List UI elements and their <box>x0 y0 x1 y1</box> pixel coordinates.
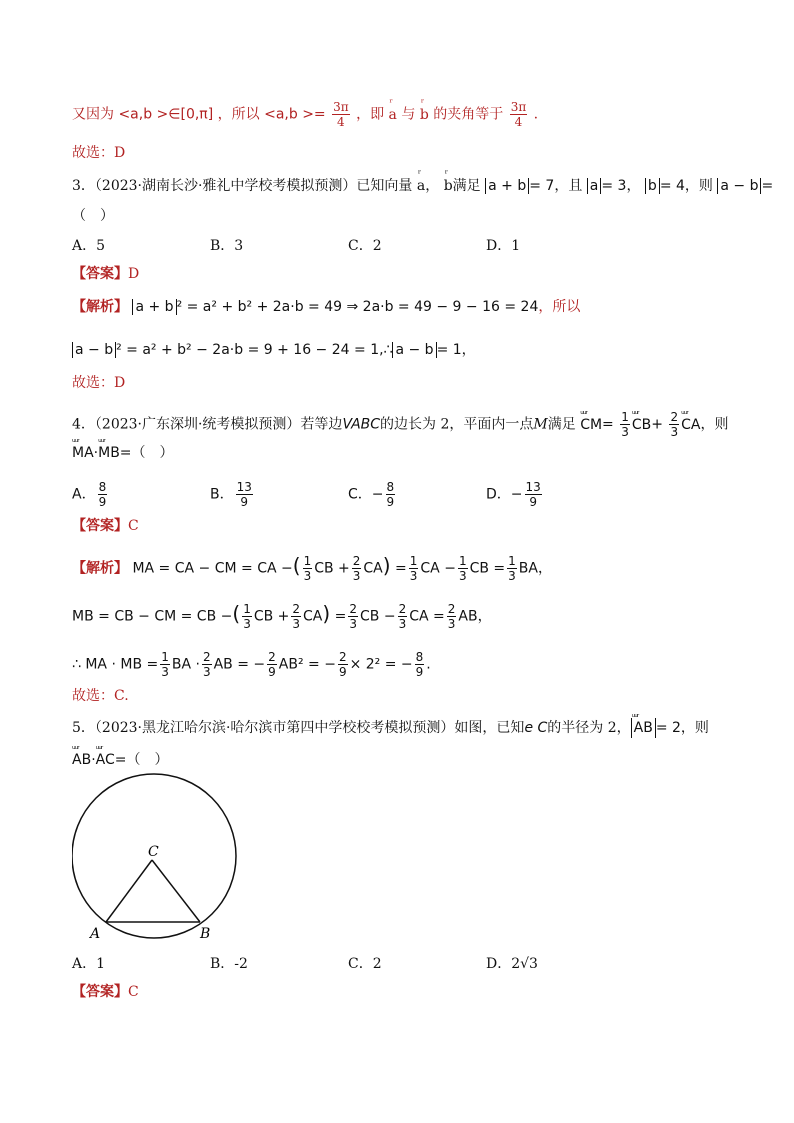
conclusion-line <box>72 100 538 129</box>
option-c: C．2 <box>348 956 382 972</box>
question-5-stem-2: ᵘᵘʳ AB·ᵘᵘʳ AC=（ ） <box>72 750 168 770</box>
vector-a: ʳ a <box>389 105 397 125</box>
text: . <box>533 106 539 123</box>
vector-b: ʳ b <box>420 105 429 125</box>
abs-b: b <box>645 178 660 194</box>
fraction: $\frac{3\pi}{4}$ <box>333 100 349 129</box>
analysis-line-3: ∴ MA · MB = $\frac{1}{3}$ BA · $\frac{2}{3}$ AB = − $\frac{2}{9}$ AB² = − $\frac{2}{9}$ × 2² = − $\frac{8}{9}$ . <box>72 650 431 679</box>
question-5-stem: 5．（2023·黑龙江哈尔滨·哈尔滨市第四中学校校考模拟预测）如图，已知e C的半径为 2，ᵘᵘʳ AB = 2，则 <box>72 718 709 738</box>
option-a: A．1 <box>72 956 106 972</box>
choice-result: 故选：D <box>72 145 126 161</box>
angle-range: <a,b >∈[0,π] <box>118 106 214 123</box>
choice-result: 故选：C. <box>72 688 129 704</box>
text: 的夹角等于 <box>433 106 504 123</box>
option-d: D．1 <box>486 238 521 254</box>
analysis-line-1: 【解析】 a + b ² = a² + b² + 2a·b = 49 ⇒ 2a·b = 49 − 9 − 16 = 24，所以 <box>72 299 581 315</box>
option-c: C．− $\frac{8}{9}$ <box>348 480 395 509</box>
label-b: B <box>200 926 211 942</box>
circle-diagram <box>72 768 252 948</box>
option-d: D．− $\frac{13}{9}$ <box>486 480 541 509</box>
fraction: $\frac{3\pi}{4}$ <box>510 100 527 129</box>
abs-sum: a + b <box>485 178 529 194</box>
answer-line: 【答案】D <box>72 266 140 282</box>
answer-paren: （ ） <box>72 208 114 224</box>
option-c: C．2 <box>348 238 382 254</box>
analysis-line-2: MB = CB − CM = CB −( $\frac{1}{3}$ CB + $\frac{2}{3}$ CA) = $\frac{2}{3}$ CB − $\frac{2}{3}$ CA = $\frac{2}{3}$ AB， <box>72 601 492 631</box>
question-3-stem: 3．（2023·湖南长沙·雅礼中学校考模拟预测）已知向量 ʳ a， ʳ b满足 a + b = 7，且 a = 3， b = 4，则 a − b = <box>72 176 773 196</box>
option-d: D．2√3 <box>486 956 538 972</box>
segment-ac <box>106 860 152 922</box>
text: 与 <box>401 106 416 123</box>
analysis-line-2: a − b ² = a² + b² − 2a·b = 9 + 16 − 24 = 1,∴ a − b = 1， <box>72 340 476 360</box>
answer-line: 【答案】C <box>72 518 139 534</box>
text: ，即 <box>356 106 385 123</box>
angle-expr: <a,b >= <box>264 106 326 123</box>
answer-line: 【答案】C <box>72 984 139 1000</box>
vector-b: ʳ b <box>444 176 453 196</box>
option-b: B． $\frac{13}{9}$ <box>210 480 252 509</box>
option-b: B．-2 <box>210 956 248 972</box>
text: 又因为 <box>72 106 114 123</box>
label-c: C <box>148 844 159 860</box>
option-a: A． $\frac{8}{9}$ <box>72 480 107 509</box>
text: ，所以 <box>217 106 260 123</box>
abs-diff: a − b <box>717 178 761 194</box>
analysis-line-1: 【解析】 MA = CA − CM = CA −( $\frac{1}{3}$ CB + $\frac{2}{3}$ CA) = $\frac{1}{3}$ CA − $\frac{1}{3}$ CB = $\frac{1}{3}$ BA， <box>72 553 552 583</box>
vector-a: ʳ a <box>417 176 425 196</box>
triangle-label: VABC <box>342 416 381 433</box>
question-4-stem: 4．（2023·广东深圳·统考模拟预测）若等边VABC的边长为 2，平面内一点M满足 ᵘᵘʳ CM= $\frac{1}{3}$ ᵘᵘʳ CB+ $\frac{2}{3}$ ᵘᵘʳ CA，则 <box>72 410 728 439</box>
question-4-stem-2: ᵘᵘʳ MA·ᵘᵘʳ MB=（ ） <box>72 443 174 463</box>
segment-bc <box>152 860 200 922</box>
label-a: A <box>90 926 101 942</box>
option-a: A．5 <box>72 238 106 254</box>
option-b: B．3 <box>210 238 244 254</box>
choice-result: 故选：D <box>72 375 126 391</box>
abs-a: a <box>587 178 602 194</box>
